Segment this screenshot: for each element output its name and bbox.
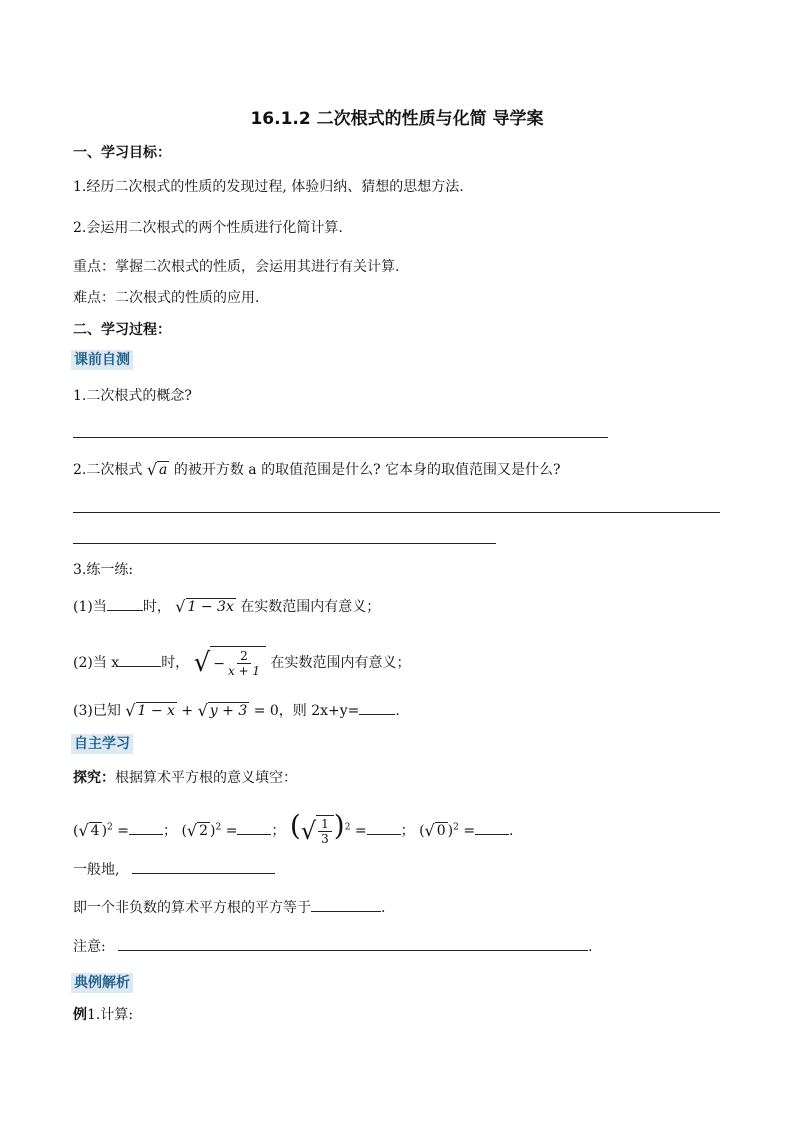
sqrt-1-minus-x: √ 1 − x — [125, 701, 175, 720]
practice-2: (2)当 x 时， √ − $\frac{2}{x + 1}$ 在实数范围内有意义； — [73, 648, 411, 678]
sqrt-y-plus-3: √ y + 3 — [197, 701, 248, 720]
page-title: 16.1.2 二次根式的性质与化简 导学案 — [250, 109, 544, 129]
blank-e4[interactable] — [475, 820, 509, 835]
sqrt-1-minus-3x: √ 1 − 3x — [175, 597, 234, 616]
sqrt-fraction: √ − $\frac{2}{x + 1}$ — [194, 646, 266, 680]
sqrt-0: √ 0 — [424, 821, 446, 840]
general-statement: 一般地, — [73, 859, 275, 880]
blank-e1[interactable] — [129, 820, 163, 835]
blank-p3[interactable] — [359, 700, 395, 715]
key-point: 重点：掌握二次根式的性质，会运用其进行有关计算. — [73, 259, 400, 275]
blank-general[interactable] — [132, 859, 275, 874]
practice-1: (1)当 时， √ 1 − 3x 在实数范围内有意义； — [73, 597, 381, 616]
tag-examples: 典例解析 — [71, 973, 133, 993]
answer-line-q1[interactable] — [73, 437, 608, 438]
fill-in-row: ( √ 4 )$^2$ = ； ( √ 2 )$^2$ = ； ( √ $\frac{1}{3}$ )$^2$ = ； ( √ 0 )$^2$ = . — [73, 809, 514, 846]
blank-note[interactable] — [118, 936, 588, 951]
question-3: 3.练一练: — [73, 562, 134, 578]
section-learning-goals: 一、学习目标： — [73, 145, 171, 161]
difficult-point: 难点：二次根式的性质的应用. — [73, 290, 260, 306]
question-2: 2.二次根式 √ a 的被开方数 a 的取值范围是什么? 它本身的取值范围又是什么? — [73, 460, 561, 479]
tag-pre-test: 课前自测 — [71, 350, 133, 370]
note-line: 注意: . — [73, 936, 593, 957]
sqrt-2: √ 2 — [186, 821, 209, 840]
section-learning-process: 二、学习过程： — [73, 322, 171, 338]
sqrt-one-third: √ $\frac{1}{3}$ — [301, 815, 334, 847]
blank-p1[interactable] — [107, 596, 143, 611]
tag-self-study: 自主学习 — [71, 734, 133, 754]
example-1: 例1.计算: — [73, 1007, 134, 1023]
question-1: 1.二次根式的概念? — [73, 388, 192, 404]
blank-meaning[interactable] — [311, 897, 381, 912]
sqrt-4: √ 4 — [78, 821, 100, 840]
blank-e2[interactable] — [237, 820, 271, 835]
blank-p2[interactable] — [119, 652, 161, 667]
meaning-statement: 即一个非负数的算术平方根的平方等于 . — [73, 897, 385, 918]
answer-line-q2a[interactable] — [73, 512, 720, 513]
answer-line-q2b[interactable] — [73, 543, 496, 544]
goal-1: 1.经历二次根式的性质的发现过程, 体验归纳、猜想的思想方法. — [73, 179, 464, 195]
sqrt-a: √ a — [146, 460, 168, 479]
explore-line: 探究：根据算术平方根的意义填空： — [73, 770, 297, 786]
blank-e3[interactable] — [367, 820, 401, 835]
practice-3: (3)已知 √ 1 − x + √ y + 3 = 0，则 2x+y= . — [73, 701, 400, 720]
goal-2: 2.会运用二次根式的两个性质进行化简计算. — [73, 220, 343, 236]
